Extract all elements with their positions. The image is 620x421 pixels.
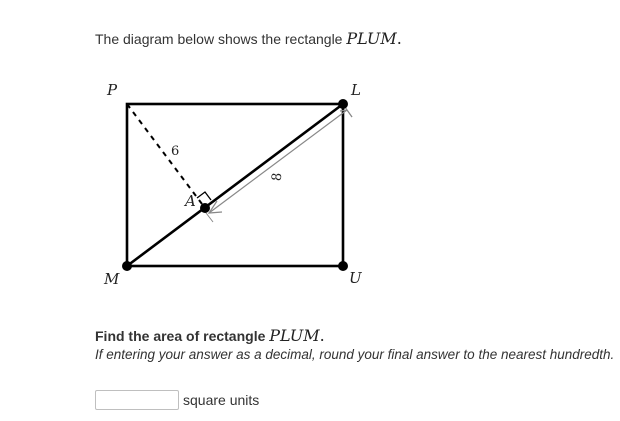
point-a-label: A <box>185 192 196 210</box>
vertex-l-label: L <box>351 81 361 99</box>
vertex-m-point <box>122 261 132 271</box>
question-prompt: Find the area of rectangle <box>95 328 270 344</box>
length-al-label: 8 <box>269 172 286 182</box>
vertex-p-label: P <box>107 81 118 99</box>
right-angle-marker <box>197 192 211 200</box>
rounding-hint: If entering your answer as a decimal, round your final answer to the nearest hundredth. <box>95 347 615 362</box>
diagonal-ml <box>127 104 343 266</box>
vertex-l-point <box>338 99 348 109</box>
intro-rectangle-name: PLUM. <box>346 29 402 48</box>
answer-input[interactable] <box>95 390 179 410</box>
question-rectangle-name: PLUM. <box>269 326 325 345</box>
intro-sentence: The diagram below shows the rectangle <box>95 31 347 47</box>
question-text <box>95 326 325 346</box>
vertex-u-label: U <box>349 269 362 287</box>
vertex-u-point <box>338 261 348 271</box>
point-a <box>200 203 210 213</box>
answer-row <box>95 390 259 410</box>
units-label: square units <box>183 392 260 408</box>
dimension-line-al <box>209 110 347 213</box>
vertex-m-label: M <box>104 270 120 288</box>
length-pa-label: 6 <box>171 144 180 159</box>
